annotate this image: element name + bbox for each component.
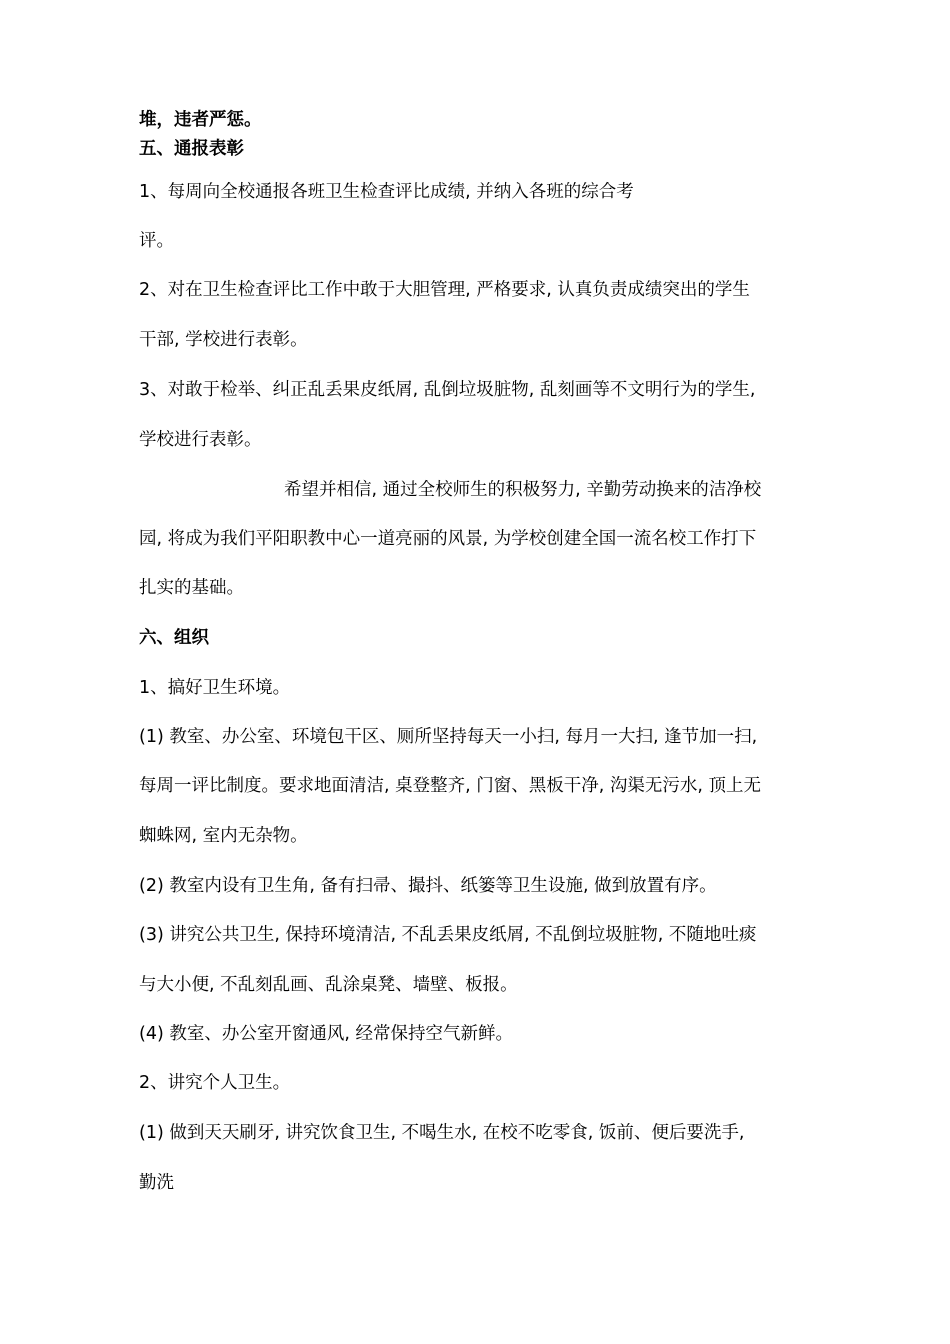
text-line: (2) 教室内设有卫生角, 备有扫帚、撮抖、纸篓等卫生设施, 做到放置有序。 (139, 876, 717, 896)
text-line: (3) 讲究公共卫生, 保持环境清洁, 不乱丢果皮纸屑, 不乱倒垃圾脏物, 不随地吐痰 (139, 925, 757, 945)
text-line: 堆，违者严惩。 (139, 110, 262, 130)
section-heading: 五、通报表彰 (139, 139, 244, 159)
text-line: 2、对在卫生检查评比工作中敢于大胆管理, 严格要求, 认真负责成绩突出的学生 (139, 280, 750, 300)
text-line: 3、对敢于检举、纠正乱丢果皮纸屑, 乱倒垃圾脏物, 乱刻画等不文明行为的学生, (139, 380, 756, 400)
text-line: 扎实的基础。 (139, 578, 244, 598)
text-line: 希望并相信, 通过全校师生的积极努力, 辛勤劳动换来的洁净校 (284, 480, 762, 500)
text-line: 干部, 学校进行表彰。 (139, 330, 308, 350)
text-line: 学校进行表彰。 (139, 430, 262, 450)
text-line: 与大小便, 不乱刻乱画、乱涂桌凳、墙壁、板报。 (139, 975, 518, 995)
text-line: 蜘蛛网, 室内无杂物。 (139, 826, 308, 846)
text-line: 每周一评比制度。要求地面清洁, 桌登整齐, 门窗、黑板干净, 沟渠无污水, 顶上无 (139, 776, 761, 796)
text-line: (1) 做到天天刷牙, 讲究饮食卫生, 不喝生水, 在校不吃零食, 饭前、便后要洗手, (139, 1123, 745, 1143)
text-line: (1) 教室、办公室、环境包干区、厕所坚持每天一小扫, 每月一大扫, 逢节加一扫, (139, 727, 758, 747)
text-line: 园, 将成为我们平阳职教中心一道亮丽的风景, 为学校创建全国一流名校工作打下 (139, 529, 757, 549)
text-line: 勤洗 (139, 1173, 174, 1193)
text-line: (4) 教室、办公室开窗通风, 经常保持空气新鲜。 (139, 1024, 513, 1044)
text-line: 评。 (139, 231, 174, 251)
section-heading: 六、组织 (139, 628, 209, 648)
text-line: 2、讲究个人卫生。 (139, 1073, 291, 1093)
text-line: 1、每周向全校通报各班卫生检查评比成绩, 并纳入各班的综合考 (139, 182, 634, 202)
text-line: 1、搞好卫生环境。 (139, 678, 291, 698)
